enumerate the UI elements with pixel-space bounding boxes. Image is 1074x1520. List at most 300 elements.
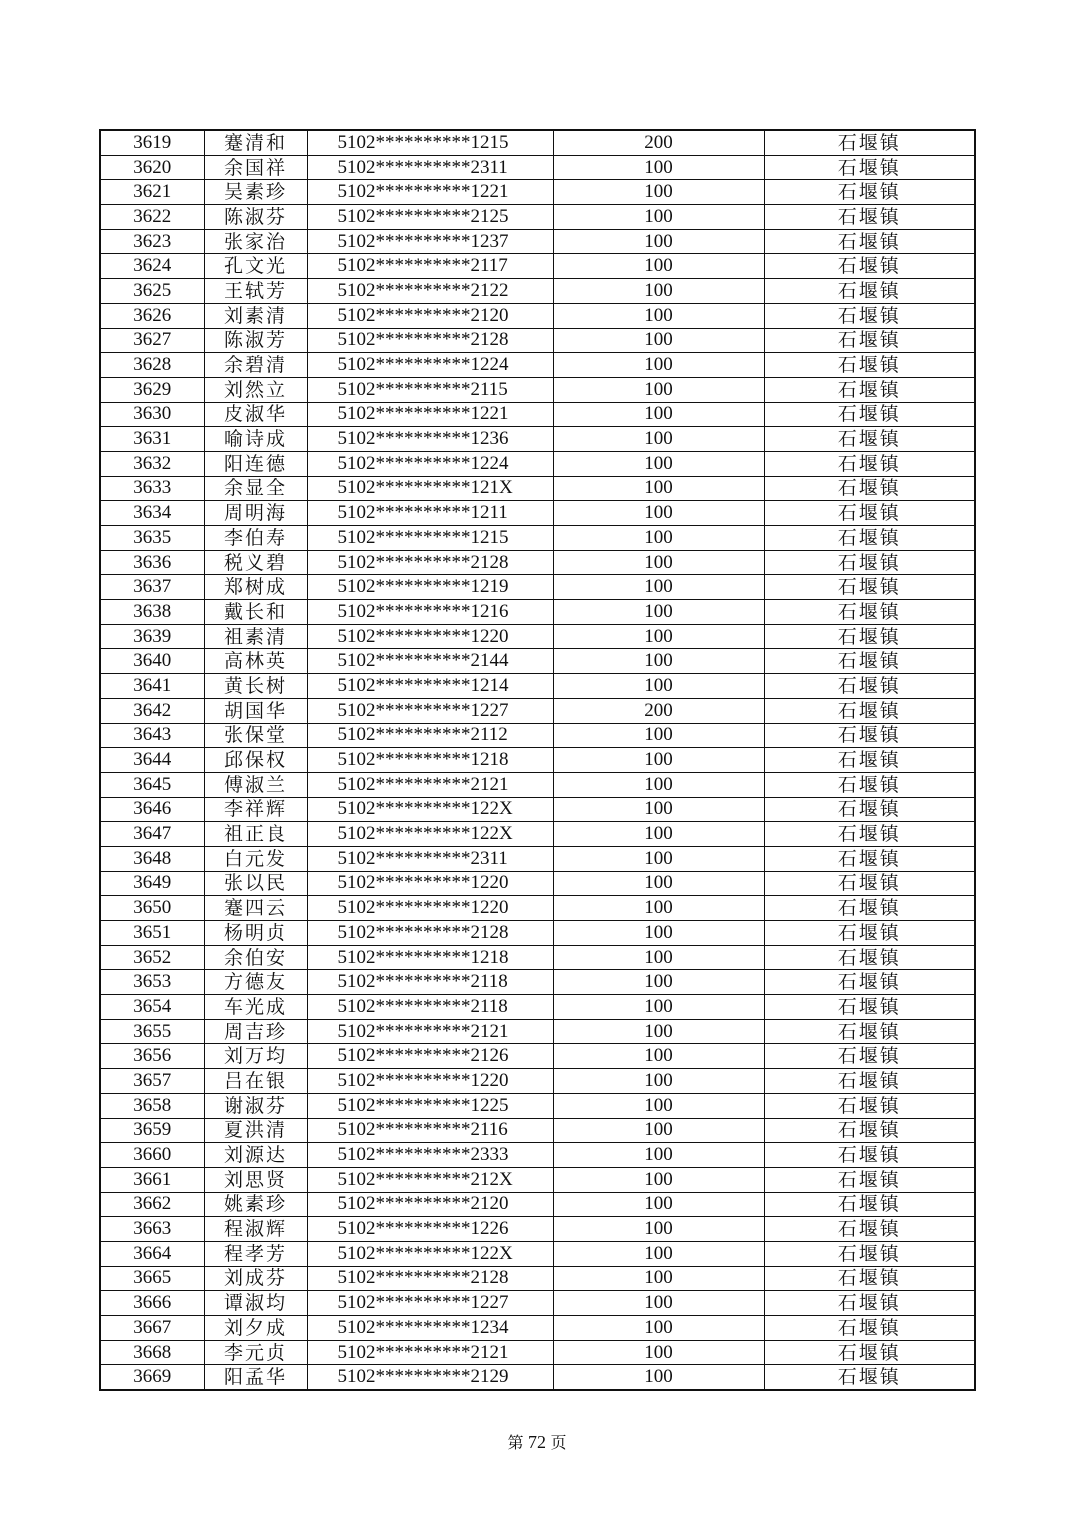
amount-cell: 100 (553, 1093, 764, 1118)
name-cell: 陈淑芳 (204, 328, 307, 353)
town-cell: 石堰镇 (764, 600, 975, 625)
serial-number-cell: 3630 (100, 402, 204, 427)
id-number-cell: 5102**********2115 (307, 377, 553, 402)
town-cell: 石堰镇 (764, 1069, 975, 1094)
table-row (100, 1192, 975, 1217)
town-cell: 石堰镇 (764, 748, 975, 773)
town-cell: 石堰镇 (764, 501, 975, 526)
id-number-cell: 5102**********1237 (307, 229, 553, 254)
serial-number-cell: 3644 (100, 748, 204, 773)
id-number-cell: 5102**********2120 (307, 1192, 553, 1217)
table-row (100, 303, 975, 328)
amount-cell: 100 (553, 600, 764, 625)
table-row (100, 180, 975, 205)
town-cell: 石堰镇 (764, 723, 975, 748)
town-cell: 石堰镇 (764, 279, 975, 304)
name-cell: 胡国华 (204, 698, 307, 723)
serial-number-cell: 3660 (100, 1143, 204, 1168)
town-cell: 石堰镇 (764, 970, 975, 995)
table-row (100, 1044, 975, 1069)
serial-number-cell: 3647 (100, 822, 204, 847)
name-cell: 刘源达 (204, 1143, 307, 1168)
serial-number-cell: 3665 (100, 1266, 204, 1291)
table-row (100, 970, 975, 995)
page-suffix: 页 (550, 1433, 567, 1452)
name-cell: 税义碧 (204, 550, 307, 575)
serial-number-cell: 3669 (100, 1365, 204, 1390)
name-cell: 蹇清和 (204, 130, 307, 155)
name-cell: 祖素清 (204, 624, 307, 649)
name-cell: 余伯安 (204, 945, 307, 970)
town-cell: 石堰镇 (764, 476, 975, 501)
name-cell: 陈淑芬 (204, 205, 307, 230)
town-cell: 石堰镇 (764, 674, 975, 699)
amount-cell: 100 (553, 254, 764, 279)
table-row (100, 1316, 975, 1341)
name-cell: 李元贞 (204, 1340, 307, 1365)
amount-cell: 100 (553, 945, 764, 970)
table-row (100, 1365, 975, 1390)
serial-number-cell: 3631 (100, 427, 204, 452)
table-row (100, 921, 975, 946)
amount-cell: 100 (553, 1365, 764, 1390)
town-cell: 石堰镇 (764, 896, 975, 921)
name-cell: 蹇四云 (204, 896, 307, 921)
serial-number-cell: 3653 (100, 970, 204, 995)
serial-number-cell: 3632 (100, 451, 204, 476)
name-cell: 吴素珍 (204, 180, 307, 205)
id-number-cell: 5102**********2128 (307, 1266, 553, 1291)
town-cell: 石堰镇 (764, 1019, 975, 1044)
amount-cell: 100 (553, 1143, 764, 1168)
table-row (100, 279, 975, 304)
name-cell: 张保堂 (204, 723, 307, 748)
id-number-cell: 5102**********2311 (307, 846, 553, 871)
town-cell: 石堰镇 (764, 797, 975, 822)
id-number-cell: 5102**********1224 (307, 353, 553, 378)
id-number-cell: 5102**********2112 (307, 723, 553, 748)
serial-number-cell: 3623 (100, 229, 204, 254)
id-number-cell: 5102**********212X (307, 1167, 553, 1192)
id-number-cell: 5102**********1215 (307, 130, 553, 155)
id-number-cell: 5102**********2117 (307, 254, 553, 279)
name-cell: 阳孟华 (204, 1365, 307, 1390)
table-row (100, 649, 975, 674)
table-row (100, 674, 975, 699)
table-row (100, 1266, 975, 1291)
name-cell: 车光成 (204, 995, 307, 1020)
amount-cell: 100 (553, 797, 764, 822)
name-cell: 周明海 (204, 501, 307, 526)
id-number-cell: 5102**********122X (307, 1241, 553, 1266)
serial-number-cell: 3662 (100, 1192, 204, 1217)
town-cell: 石堰镇 (764, 550, 975, 575)
table-row (100, 846, 975, 871)
serial-number-cell: 3621 (100, 180, 204, 205)
name-cell: 郑树成 (204, 575, 307, 600)
name-cell: 周吉珍 (204, 1019, 307, 1044)
town-cell: 石堰镇 (764, 1093, 975, 1118)
id-number-cell: 5102**********2118 (307, 995, 553, 1020)
table-row (100, 822, 975, 847)
id-number-cell: 5102**********121X (307, 476, 553, 501)
table-row (100, 1291, 975, 1316)
table-row (100, 723, 975, 748)
id-number-cell: 5102**********2121 (307, 1019, 553, 1044)
name-cell: 程淑辉 (204, 1217, 307, 1242)
table-row (100, 1019, 975, 1044)
id-number-cell: 5102**********122X (307, 822, 553, 847)
town-cell: 石堰镇 (764, 1044, 975, 1069)
name-cell: 孔文光 (204, 254, 307, 279)
town-cell: 石堰镇 (764, 328, 975, 353)
table-row (100, 476, 975, 501)
name-cell: 白元发 (204, 846, 307, 871)
serial-number-cell: 3656 (100, 1044, 204, 1069)
serial-number-cell: 3627 (100, 328, 204, 353)
name-cell: 戴长和 (204, 600, 307, 625)
amount-cell: 100 (553, 1019, 764, 1044)
table-row (100, 797, 975, 822)
serial-number-cell: 3651 (100, 921, 204, 946)
serial-number-cell: 3635 (100, 526, 204, 551)
town-cell: 石堰镇 (764, 1167, 975, 1192)
id-number-cell: 5102**********1224 (307, 451, 553, 476)
serial-number-cell: 3646 (100, 797, 204, 822)
amount-cell: 100 (553, 205, 764, 230)
name-cell: 刘然立 (204, 377, 307, 402)
id-number-cell: 5102**********2144 (307, 649, 553, 674)
name-cell: 余显全 (204, 476, 307, 501)
amount-cell: 100 (553, 427, 764, 452)
id-number-cell: 5102**********1219 (307, 575, 553, 600)
id-number-cell: 5102**********1214 (307, 674, 553, 699)
table-row (100, 205, 975, 230)
town-cell: 石堰镇 (764, 1143, 975, 1168)
serial-number-cell: 3648 (100, 846, 204, 871)
id-number-cell: 5102**********2121 (307, 1340, 553, 1365)
serial-number-cell: 3633 (100, 476, 204, 501)
table-row (100, 1241, 975, 1266)
serial-number-cell: 3650 (100, 896, 204, 921)
town-cell: 石堰镇 (764, 205, 975, 230)
name-cell: 杨明贞 (204, 921, 307, 946)
serial-number-cell: 3628 (100, 353, 204, 378)
amount-cell: 200 (553, 698, 764, 723)
table-row (100, 1118, 975, 1143)
amount-cell: 100 (553, 451, 764, 476)
name-cell: 余碧清 (204, 353, 307, 378)
town-cell: 石堰镇 (764, 698, 975, 723)
table-row (100, 995, 975, 1020)
subsidy-roster-table (99, 129, 976, 1391)
serial-number-cell: 3636 (100, 550, 204, 575)
id-number-cell: 5102**********122X (307, 797, 553, 822)
amount-cell: 100 (553, 550, 764, 575)
table-row (100, 377, 975, 402)
name-cell: 黄长树 (204, 674, 307, 699)
name-cell: 姚素珍 (204, 1192, 307, 1217)
table-row (100, 896, 975, 921)
serial-number-cell: 3624 (100, 254, 204, 279)
id-number-cell: 5102**********1218 (307, 748, 553, 773)
id-number-cell: 5102**********2118 (307, 970, 553, 995)
table-row (100, 328, 975, 353)
id-number-cell: 5102**********2128 (307, 550, 553, 575)
town-cell: 石堰镇 (764, 945, 975, 970)
serial-number-cell: 3637 (100, 575, 204, 600)
amount-cell: 100 (553, 1217, 764, 1242)
name-cell: 祖正良 (204, 822, 307, 847)
amount-cell: 100 (553, 995, 764, 1020)
serial-number-cell: 3629 (100, 377, 204, 402)
town-cell: 石堰镇 (764, 649, 975, 674)
town-cell: 石堰镇 (764, 526, 975, 551)
amount-cell: 100 (553, 896, 764, 921)
town-cell: 石堰镇 (764, 822, 975, 847)
name-cell: 高林英 (204, 649, 307, 674)
serial-number-cell: 3664 (100, 1241, 204, 1266)
amount-cell: 100 (553, 748, 764, 773)
id-number-cell: 5102**********1227 (307, 698, 553, 723)
id-number-cell: 5102**********1211 (307, 501, 553, 526)
town-cell: 石堰镇 (764, 130, 975, 155)
id-number-cell: 5102**********1227 (307, 1291, 553, 1316)
roster-table-body (100, 130, 975, 1390)
serial-number-cell: 3667 (100, 1316, 204, 1341)
id-number-cell: 5102**********1234 (307, 1316, 553, 1341)
amount-cell: 100 (553, 772, 764, 797)
serial-number-cell: 3619 (100, 130, 204, 155)
table-row (100, 427, 975, 452)
amount-cell: 100 (553, 1340, 764, 1365)
name-cell: 刘成芬 (204, 1266, 307, 1291)
name-cell: 邱保权 (204, 748, 307, 773)
amount-cell: 100 (553, 501, 764, 526)
name-cell: 王轼芳 (204, 279, 307, 304)
town-cell: 石堰镇 (764, 377, 975, 402)
amount-cell: 100 (553, 624, 764, 649)
name-cell: 阳连德 (204, 451, 307, 476)
table-row (100, 402, 975, 427)
table-row (100, 698, 975, 723)
id-number-cell: 5102**********1215 (307, 526, 553, 551)
serial-number-cell: 3634 (100, 501, 204, 526)
name-cell: 方德友 (204, 970, 307, 995)
serial-number-cell: 3666 (100, 1291, 204, 1316)
id-number-cell: 5102**********1216 (307, 600, 553, 625)
town-cell: 石堰镇 (764, 1241, 975, 1266)
table-row (100, 772, 975, 797)
id-number-cell: 5102**********2126 (307, 1044, 553, 1069)
amount-cell: 100 (553, 526, 764, 551)
amount-cell: 100 (553, 822, 764, 847)
id-number-cell: 5102**********1220 (307, 624, 553, 649)
town-cell: 石堰镇 (764, 846, 975, 871)
id-number-cell: 5102**********2333 (307, 1143, 553, 1168)
id-number-cell: 5102**********2128 (307, 328, 553, 353)
name-cell: 谢淑芬 (204, 1093, 307, 1118)
table-row (100, 748, 975, 773)
amount-cell: 100 (553, 402, 764, 427)
serial-number-cell: 3643 (100, 723, 204, 748)
amount-cell: 100 (553, 155, 764, 180)
id-number-cell: 5102**********1225 (307, 1093, 553, 1118)
serial-number-cell: 3639 (100, 624, 204, 649)
amount-cell: 100 (553, 180, 764, 205)
table-row (100, 353, 975, 378)
town-cell: 石堰镇 (764, 1365, 975, 1390)
amount-cell: 100 (553, 1291, 764, 1316)
serial-number-cell: 3661 (100, 1167, 204, 1192)
name-cell: 皮淑华 (204, 402, 307, 427)
serial-number-cell: 3657 (100, 1069, 204, 1094)
id-number-cell: 5102**********2128 (307, 921, 553, 946)
name-cell: 刘思贤 (204, 1167, 307, 1192)
town-cell: 石堰镇 (764, 772, 975, 797)
town-cell: 石堰镇 (764, 1291, 975, 1316)
amount-cell: 100 (553, 871, 764, 896)
serial-number-cell: 3663 (100, 1217, 204, 1242)
serial-number-cell: 3645 (100, 772, 204, 797)
amount-cell: 100 (553, 279, 764, 304)
amount-cell: 100 (553, 1266, 764, 1291)
amount-cell: 100 (553, 328, 764, 353)
name-cell: 喻诗成 (204, 427, 307, 452)
town-cell: 石堰镇 (764, 921, 975, 946)
name-cell: 程孝芳 (204, 1241, 307, 1266)
page-prefix: 第 (507, 1433, 524, 1452)
town-cell: 石堰镇 (764, 1217, 975, 1242)
table-row (100, 871, 975, 896)
table-row (100, 624, 975, 649)
amount-cell: 200 (553, 130, 764, 155)
town-cell: 石堰镇 (764, 353, 975, 378)
name-cell: 刘夕成 (204, 1316, 307, 1341)
town-cell: 石堰镇 (764, 871, 975, 896)
amount-cell: 100 (553, 1192, 764, 1217)
serial-number-cell: 3642 (100, 698, 204, 723)
town-cell: 石堰镇 (764, 451, 975, 476)
town-cell: 石堰镇 (764, 1340, 975, 1365)
id-number-cell: 5102**********1220 (307, 1069, 553, 1094)
town-cell: 石堰镇 (764, 1118, 975, 1143)
serial-number-cell: 3640 (100, 649, 204, 674)
table-row (100, 550, 975, 575)
amount-cell: 100 (553, 1167, 764, 1192)
serial-number-cell: 3626 (100, 303, 204, 328)
id-number-cell: 5102**********1220 (307, 871, 553, 896)
town-cell: 石堰镇 (764, 1192, 975, 1217)
id-number-cell: 5102**********2116 (307, 1118, 553, 1143)
amount-cell: 100 (553, 476, 764, 501)
table-row (100, 1069, 975, 1094)
town-cell: 石堰镇 (764, 155, 975, 180)
table-row (100, 1167, 975, 1192)
town-cell: 石堰镇 (764, 303, 975, 328)
page-number: 72 (528, 1432, 546, 1452)
serial-number-cell: 3641 (100, 674, 204, 699)
amount-cell: 100 (553, 377, 764, 402)
amount-cell: 100 (553, 649, 764, 674)
table-row (100, 254, 975, 279)
amount-cell: 100 (553, 353, 764, 378)
name-cell: 李伯寿 (204, 526, 307, 551)
table-row (100, 1217, 975, 1242)
id-number-cell: 5102**********1236 (307, 427, 553, 452)
town-cell: 石堰镇 (764, 995, 975, 1020)
town-cell: 石堰镇 (764, 254, 975, 279)
town-cell: 石堰镇 (764, 1266, 975, 1291)
town-cell: 石堰镇 (764, 624, 975, 649)
amount-cell: 100 (553, 1069, 764, 1094)
town-cell: 石堰镇 (764, 180, 975, 205)
serial-number-cell: 3638 (100, 600, 204, 625)
serial-number-cell: 3625 (100, 279, 204, 304)
table-row (100, 600, 975, 625)
table-row (100, 1143, 975, 1168)
name-cell: 余国祥 (204, 155, 307, 180)
serial-number-cell: 3658 (100, 1093, 204, 1118)
id-number-cell: 5102**********2121 (307, 772, 553, 797)
id-number-cell: 5102**********2120 (307, 303, 553, 328)
serial-number-cell: 3655 (100, 1019, 204, 1044)
amount-cell: 100 (553, 303, 764, 328)
serial-number-cell: 3620 (100, 155, 204, 180)
name-cell: 刘素清 (204, 303, 307, 328)
serial-number-cell: 3659 (100, 1118, 204, 1143)
amount-cell: 100 (553, 970, 764, 995)
page-footer (0, 1430, 1074, 1453)
id-number-cell: 5102**********1218 (307, 945, 553, 970)
id-number-cell: 5102**********1221 (307, 402, 553, 427)
table-row (100, 1340, 975, 1365)
id-number-cell: 5102**********1221 (307, 180, 553, 205)
amount-cell: 100 (553, 1044, 764, 1069)
id-number-cell: 5102**********2129 (307, 1365, 553, 1390)
name-cell: 李祥辉 (204, 797, 307, 822)
name-cell: 张家治 (204, 229, 307, 254)
amount-cell: 100 (553, 921, 764, 946)
amount-cell: 100 (553, 1118, 764, 1143)
serial-number-cell: 3654 (100, 995, 204, 1020)
amount-cell: 100 (553, 229, 764, 254)
amount-cell: 100 (553, 1316, 764, 1341)
name-cell: 夏洪清 (204, 1118, 307, 1143)
serial-number-cell: 3652 (100, 945, 204, 970)
id-number-cell: 5102**********2122 (307, 279, 553, 304)
amount-cell: 100 (553, 575, 764, 600)
table-row (100, 155, 975, 180)
table-row (100, 451, 975, 476)
serial-number-cell: 3622 (100, 205, 204, 230)
serial-number-cell: 3649 (100, 871, 204, 896)
name-cell: 刘万均 (204, 1044, 307, 1069)
table-row (100, 526, 975, 551)
table-row (100, 575, 975, 600)
town-cell: 石堰镇 (764, 229, 975, 254)
id-number-cell: 5102**********1220 (307, 896, 553, 921)
name-cell: 谭淑均 (204, 1291, 307, 1316)
id-number-cell: 5102**********1226 (307, 1217, 553, 1242)
id-number-cell: 5102**********2125 (307, 205, 553, 230)
town-cell: 石堰镇 (764, 427, 975, 452)
amount-cell: 100 (553, 723, 764, 748)
table-row (100, 1093, 975, 1118)
amount-cell: 100 (553, 1241, 764, 1266)
name-cell: 吕在银 (204, 1069, 307, 1094)
amount-cell: 100 (553, 846, 764, 871)
